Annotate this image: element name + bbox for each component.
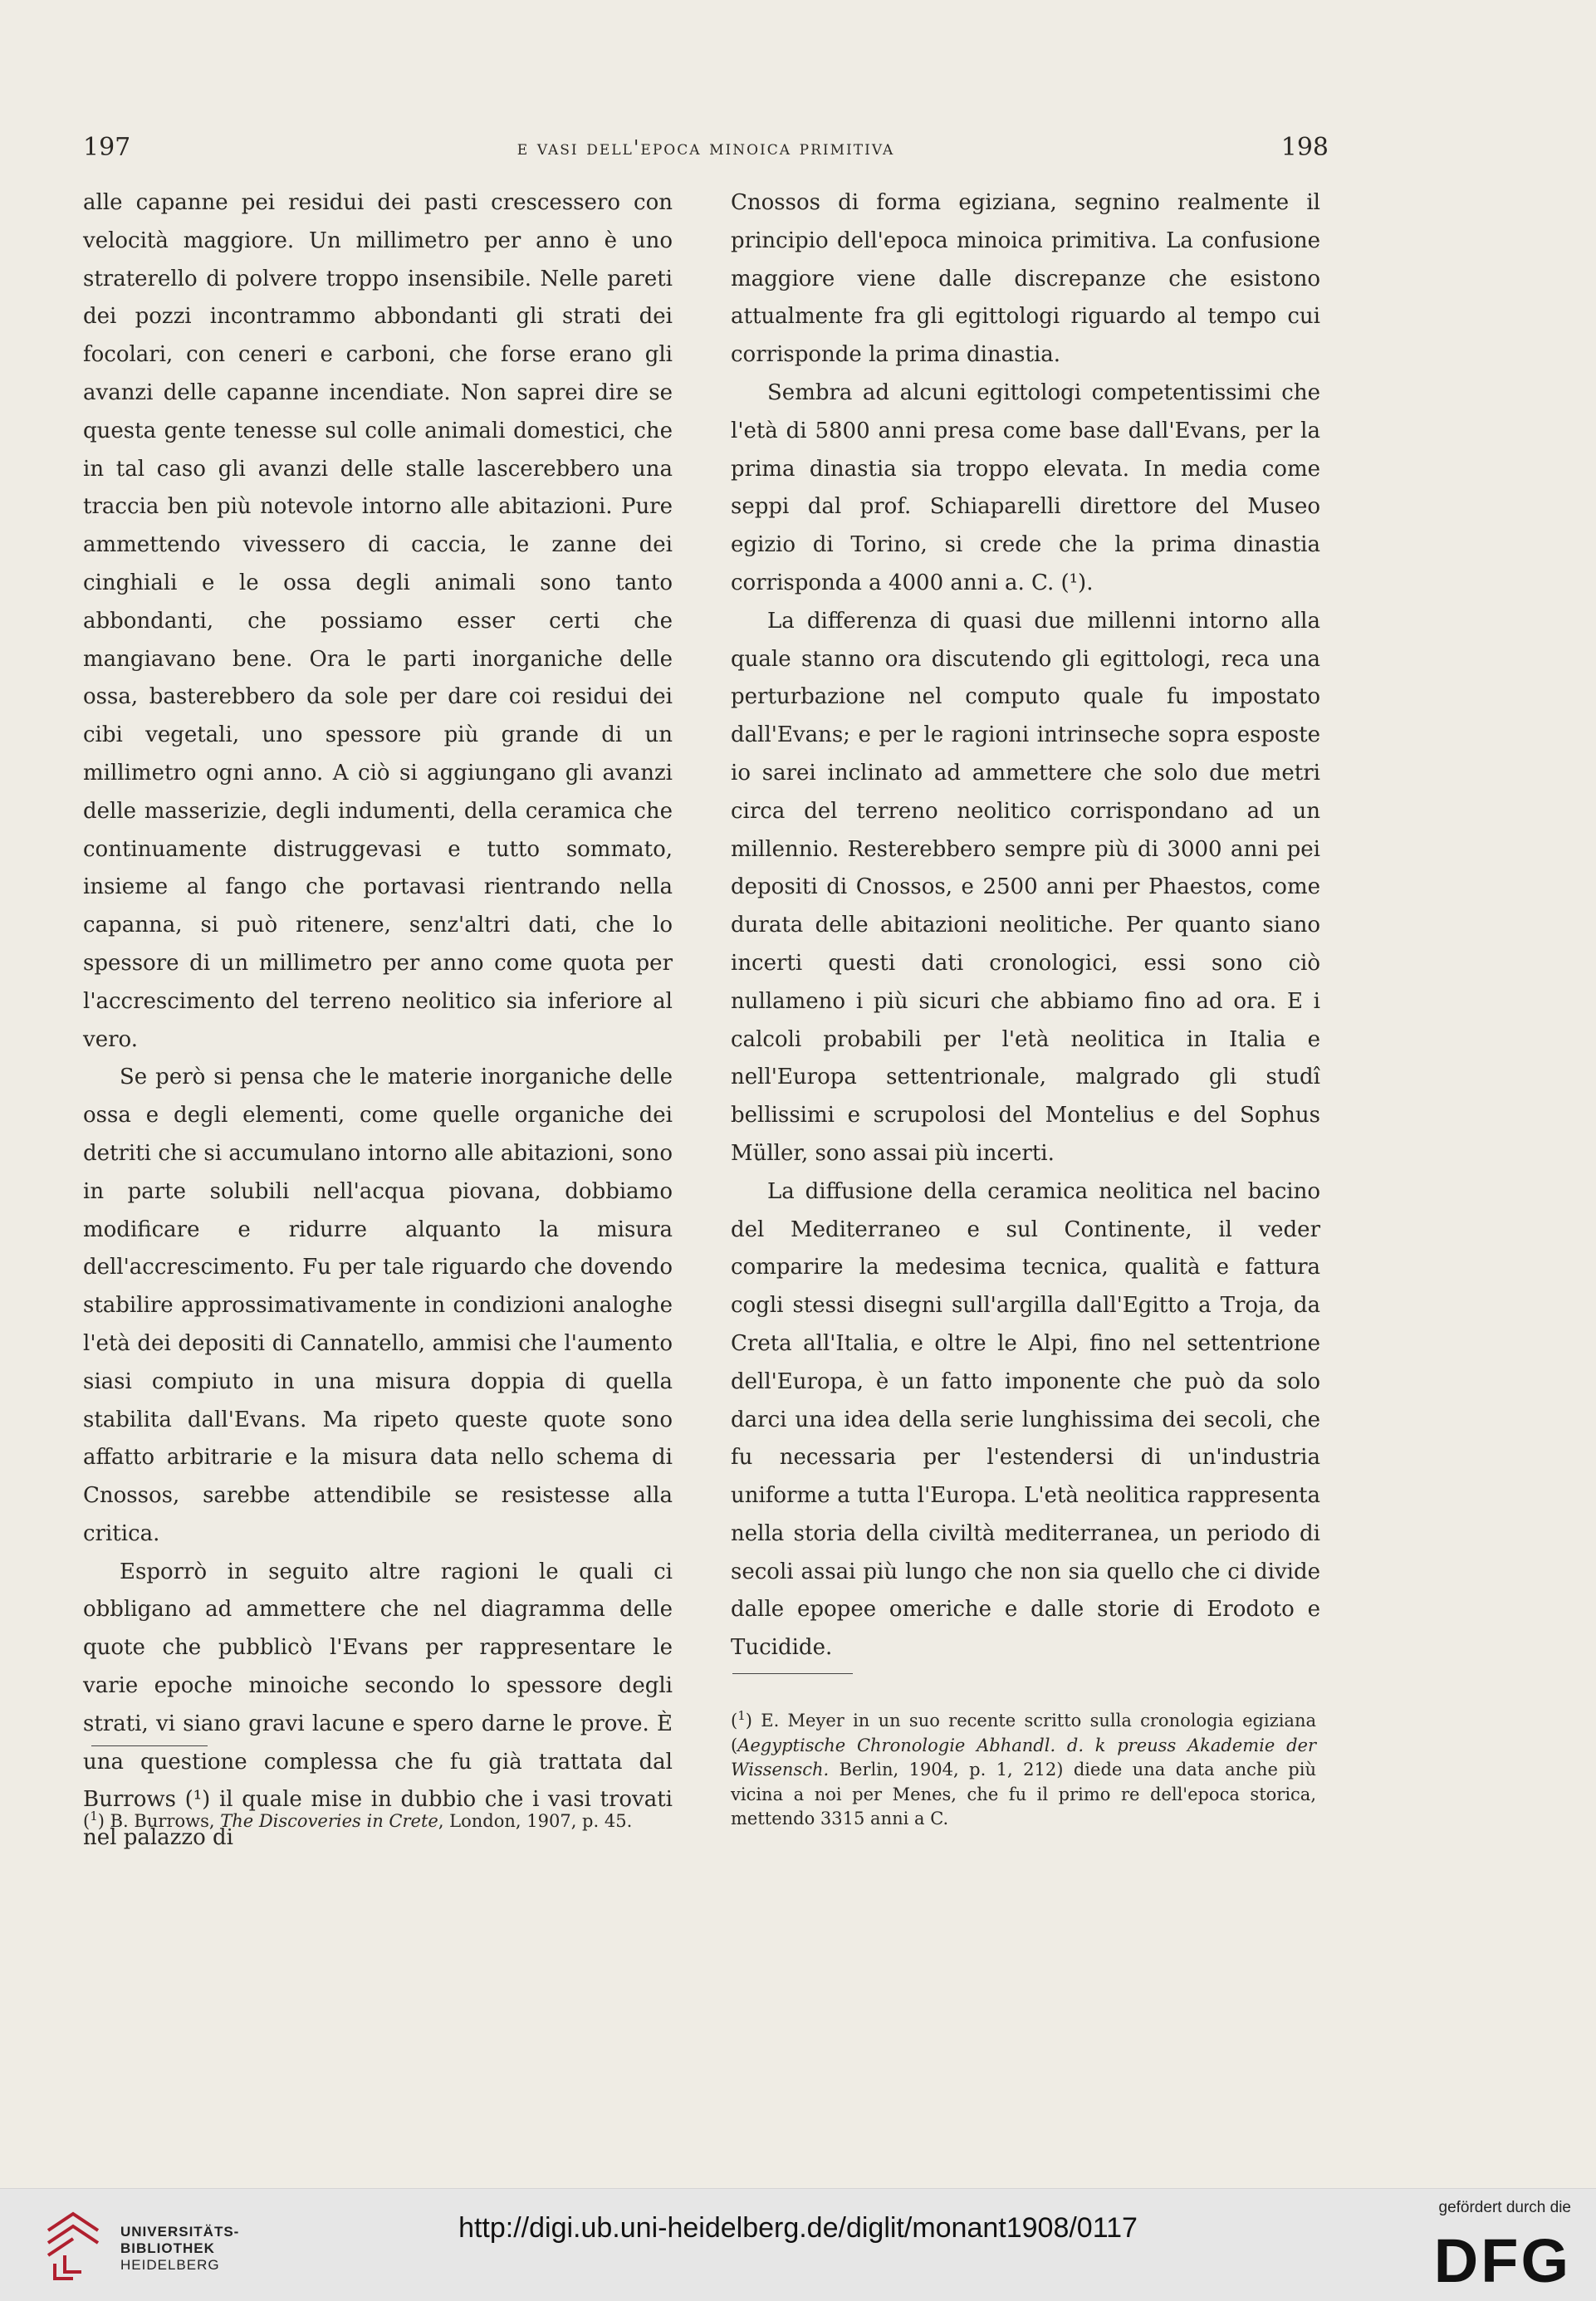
footnote-text: E. Meyer in un suo recente scritto sulla cronologia egiziana ( xyxy=(731,1711,1316,1755)
page-header xyxy=(83,133,1329,166)
left-column xyxy=(83,184,673,1858)
page-number-left: 197 xyxy=(83,133,131,162)
footnote-left: ($^1$) B. Burrows, The Discoveries in Crete, London, 1907, p. 45. xyxy=(83,1809,633,1831)
footer-bar xyxy=(0,2188,1596,2301)
footnote-text: , London, 1907, p. 45. xyxy=(438,1811,633,1831)
paragraph: Se però si pensa che le materie inorganiche delle ossa e degli elementi, come quelle organiche dei detriti che si accumulano intorno alle abitazioni, sono in parte solubili nell'acqua piovana, dobbiamo modificare e ridurre alquanto la misura dell'accrescimento. Fu per tale riguardo che dovendo stabilire approssimativamente in condizioni analoghe l'età dei depositi di Cannatello, ammisi che l'aumento siasi compiuto in una misura doppia di quella stabilita dall'Evans. Ma ripeto queste quote sono affatto arbitrarie e la misura data nello schema di Cnossos, sarebbe attendibile se resistesse alla critica. xyxy=(83,1065,673,1546)
sponsor-label: gefördert durch die xyxy=(1438,2199,1571,2216)
paragraph: Esporrò in seguito altre ragioni le quali ci obbligano ad ammettere che nel diagramma delle quote che pubblicò l'Evans per rappresentare le varie epoche minoiche secondo lo spessore degli strati, vi siano gravi lacune e spero darne le prove. È una questione complessa che fu già trattata dal Burrows (¹) il quale mise in dubbio che i vasi trovati nel palazzo di xyxy=(83,1559,673,1851)
footnote-title: The Discoveries in Crete xyxy=(220,1811,438,1831)
footnote-divider xyxy=(732,1673,853,1674)
paragraph: La diffusione della ceramica neolitica nel bacino del Mediterraneo e sul Continente, il veder comparire la medesima tecnica, qualità e fattura cogli stessi disegni sull'argilla dall'Egitto a Troja, da Creta all'Italia, e oltre le Alpi, fino nel settentrione dell'Europa, è un fatto imponente che può da solo darci una idea della serie lunghissima dei secoli, che fu necessaria per l'estendersi di un'industria uniforme a tutta l'Europa. L'età neolitica rappresenta nella storia della civiltà mediterranea, un periodo di secoli assai più lungo che non sia quello che ci divide dalle epopee omeriche e dalle storie di Erodoto e Tucidide. xyxy=(731,1178,1320,1661)
footnote-title: Aegyptische Chronologie Abhandl. d. k preuss Akademie der Wissensch. xyxy=(731,1735,1316,1780)
footnote-right: ($^1$) E. Meyer in un suo recente scritto sulla cronologia egiziana (Aegyptische Chronologie Abhandl. d. k preuss Akademie der Wissensch. Berlin, 1904, p. 1, 212) diede una data anche più vicina a noi per Menes, che fu il primo re dell'epoca storica, mettendo 3315 anni a C. xyxy=(731,1708,1316,1829)
footnote-text: B. Burrows, xyxy=(104,1811,221,1831)
footnote-text: Berlin, 1904, p. 1, 212) diede una data anche più vicina a noi per Menes, che fu il primo re dell'epoca storica, mettendo 3315 anni a C. xyxy=(731,1760,1316,1829)
source-url-link[interactable]: http://digi.ub.uni-heidelberg.de/diglit/monant1908/0117 xyxy=(458,2212,1138,2244)
right-column xyxy=(731,184,1320,1667)
paragraph: alle capanne pei residui dei pasti crescessero con velocità maggiore. Un millimetro per anno è uno straterello di polvere troppo insensibile. Nelle pareti dei pozzi incontrammo abbondanti gli strati dei focolari, con ceneri e carboni, che forse erano gli avanzi delle capanne incendiate. Non saprei dire se questa gente tenesse sul colle animali domestici, che in tal caso gli avanzi delle stalle lascerebbero una traccia ben più notevole intorno alle abitazioni. Pure ammettendo vivessero di caccia, le zanne dei cinghiali e le ossa degli animali sono tanto abbondanti, che possiamo esser certi che mangiavano bene. Ora le parti inorganiche delle ossa, basterebbero da sole per dare coi residui dei cibi vegetali, uno spessore più grande di un millimetro ogni anno. A ciò si aggiungano gli avanzi delle masserizie, degli indumenti, della ceramica che continuamente distruggevasi e tutto sommato, insieme al fango che portavasi rientrando nella capanna, si può ritenere, senz'altri dati, che lo spessore di un millimetro per anno come quota per l'accrescimento del terreno neolitico sia inferiore al vero. xyxy=(83,190,673,1052)
dfg-logo: DFG xyxy=(1433,2226,1571,2295)
running-title: e vasi dell'epoca minoica primitiva xyxy=(516,136,895,159)
paragraph: Sembra ad alcuni egittologi competentissimi che l'età di 5800 anni presa come base dall'Evans, per la prima dinastia sia troppo elevata. In media come seppi dal prof. Schiaparelli direttore del Museo egizio di Torino, si crede che la prima dinastia corrisponda a 4000 anni a. C. (¹). xyxy=(731,379,1320,595)
footnote-marker: 1 xyxy=(90,1809,98,1824)
paragraph: Cnossos di forma egiziana, segnino realmente il principio dell'epoca minoica primitiva. La confusione maggiore viene dalle discrepanze che esistono attualmente fra gli egittologi riguardo al tempo cui corrisponde la prima dinastia. xyxy=(731,190,1320,368)
page-number-right: 198 xyxy=(1280,133,1329,162)
library-name: UNIVERSITÄTS- BIBLIOTHEK HEIDELBERG xyxy=(120,2224,240,2273)
footnote-divider xyxy=(91,1745,208,1746)
paragraph: La differenza di quasi due millenni intorno alla quale stanno ora discutendo gli egittologi, reca una perturbazione nel computo quale fu impostato dall'Evans; e per le ragioni intrinseche sopra esposte io sarei inclinato ad ammettere che solo due metri circa del terreno neolitico corrispondano ad un millennio. Resterebbero sempre più di 3000 anni pei depositi di Cnossos, e 2500 anni per Phaestos, come durata delle abitazioni neolitiche. Per quanto siano incerti questi dati cronologici, essi sono ciò nullameno i più sicuri che abbiamo fino ad ora. E i calcoli probabili per l'età neolitica in Italia e nell'Europa settentrionale, malgrado gli studî bellissimi e scrupolosi del Montelius e del Sophus Müller, sono assai più incerti. xyxy=(731,608,1320,1166)
footnote-marker: 1 xyxy=(737,1708,746,1723)
